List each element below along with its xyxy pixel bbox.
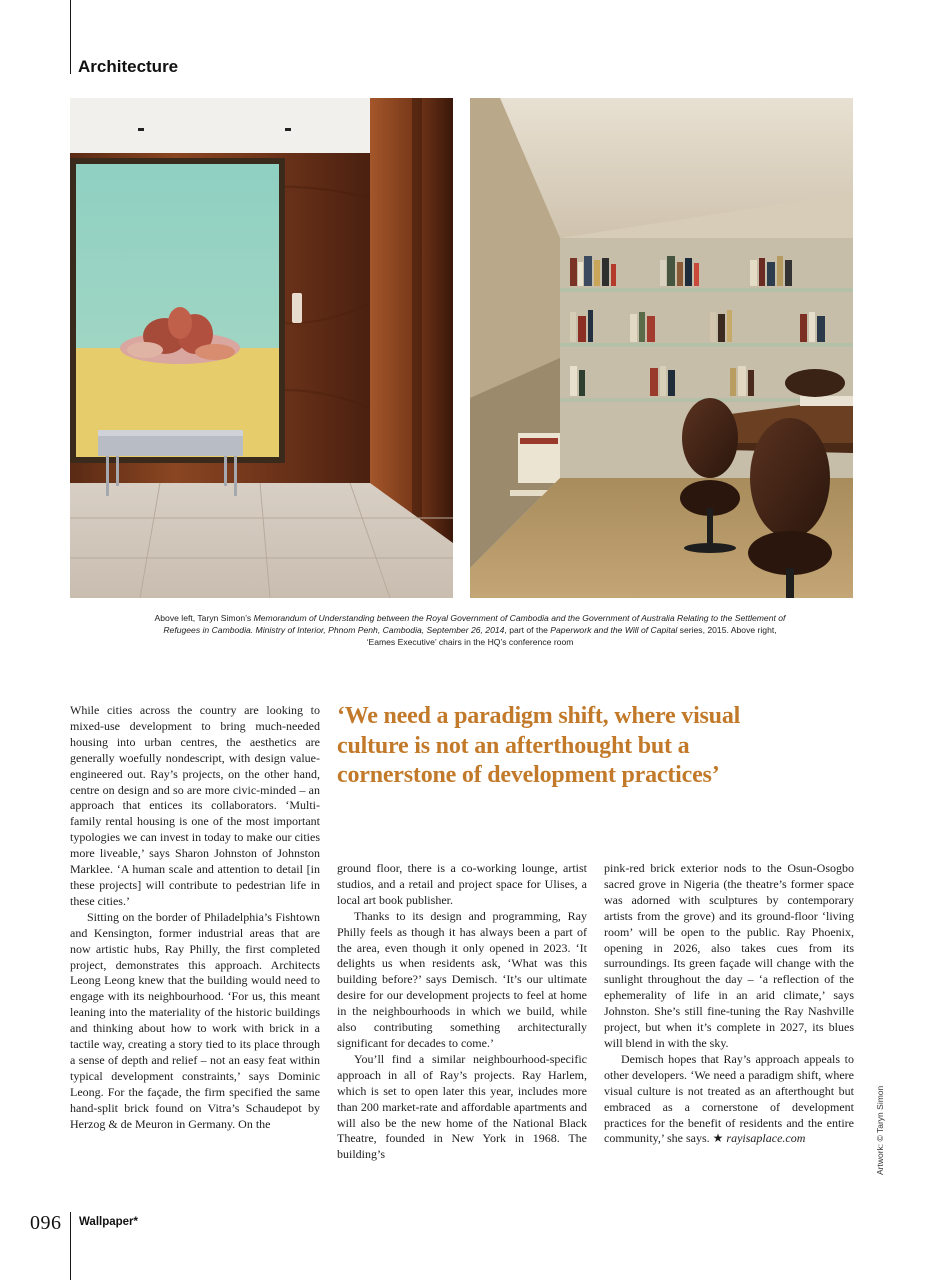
conference-room-photo xyxy=(470,98,853,598)
body-column-3 xyxy=(604,861,854,1147)
paragraph: You’ll find a similar neighbourhood-specific approach in all of Ray’s projects. Ray Harlem, which is set to open later this year, includes more than 200 market-rate and affordable apartments and will also be the new home of the National Black Theatre, founded in New York in 1968. The building’s xyxy=(337,1051,587,1162)
paragraph: While cities across the country are looking to mixed-use development to bring much-needed housing into urban centres, the aesthetics are generally woefully nondescript, with design value-engineered out. Ray’s projects, on the other hand, centre on design and so are more civic-minded – an approach that entices its collaborators. ‘Multi-family rental housing is one of the most important typologies we can invest in today to make our cities more liveable,’ says Sharon Johnston of Johnston Marklee. ‘A human scale and attention to detail [in these projects] will contribute to pedestrian life in these cities.’ xyxy=(70,703,320,908)
paragraph: Thanks to its design and programming, Ray Philly feels as though it has always been a part of the area, even though it only opened in 2023. ‘It delights us when residents ask, ‘What was this building before?’ says Demisch. ‘It’s our ultimate desire for our development projects to feel at home in the neighbourhoods in which we build, while also contributing something architecturally significant for decades to come.’ xyxy=(337,908,587,1050)
paragraph: ground floor, there is a co-working lounge, artist studios, and a retail and project space for Ulises, a local art book publisher. xyxy=(337,861,587,907)
photo-caption xyxy=(150,612,790,648)
caption-segment: , part of the xyxy=(504,625,551,635)
page-number: 096 xyxy=(30,1211,62,1234)
body-column-1 xyxy=(70,703,320,1132)
caption-segment: Paperwork and the Will of Capital xyxy=(550,625,678,635)
magazine-name: Wallpaper* xyxy=(79,1216,139,1228)
top-rule xyxy=(70,0,71,74)
artwork-credit: Artwork: © Taryn Simon xyxy=(875,1085,885,1175)
conference-room-illustration xyxy=(470,98,853,598)
paragraph: Sitting on the border of Philadelphia’s Fishtown and Kensington, former industrial areas that are now artistic hubs, Ray Philly, the first completed project, demonstrates this approach. Architects Leong Leong knew that the building would need to engage with its neighbourhood. ‘For us, this meant leaning into the materiality of the historic buildings and thinking about how to work with brick in a tactile way, creating a story tied to its place through a sense of depth and relief – not an easy feat within typical development constraints,’ says Dominic Leong. For the façade, the firm specified the same hand-split brick found on Vitra’s Schaudepot by Herzog & de Meuron in Germany. On the xyxy=(70,909,320,1131)
final-paragraph xyxy=(604,1052,854,1147)
body-column-2 xyxy=(337,861,587,1163)
gallery-artwork-illustration xyxy=(70,98,453,598)
paragraph: pink-red brick exterior nods to the Osun-Osogbo sacred grove in Nigeria (the theatre’s former space was adorned with sculptures by contemporary artists from the grove) and its ground-floor ‘living room’ will be open to the public. Ray Phoenix, opening in 2026, also takes cues from its surroundings. Its green façade will change with the sunlight throughout the day – ‘a reflection of the ephemerality of life in an arid climate,’ says Johnston. She’s still fine-tuning the Ray Nashville project, but when it’s complete in 2027, its blues will blend in with the sky. xyxy=(604,861,854,1050)
caption-segment: series, 2015. Above right, ‘Eames Executive’ chairs in the HQ’s conference room xyxy=(366,625,777,647)
caption-segment: Memorandum of Understanding between the Royal Government of Cambodia and the Government of Australia Relating to the Settlement of Refugees in Cambodia. Ministry of Interior, Phnom Penh, Cambodia, September 26, 2014 xyxy=(163,613,786,635)
caption-segment: Above left, Taryn Simon’s xyxy=(154,613,254,623)
section-label: Architecture xyxy=(78,57,179,76)
website-link[interactable]: rayisaplace.com xyxy=(726,1131,806,1146)
pull-quote: ‘We need a paradigm shift, where visual culture is not an afterthought but a cornerstone of development practices’ xyxy=(337,703,741,788)
end-mark-star-icon: ★ xyxy=(712,1131,724,1146)
folio xyxy=(30,1210,62,1236)
bottom-rule xyxy=(70,1212,71,1280)
paragraph-text: Demisch hopes that Ray’s approach appeals to other developers. ‘We need a paradigm shift, where visual culture is not treated as an afterthought but embraced as a cornerstone of development practices for the benefit of residents and the entire community,’ she says. xyxy=(604,1051,854,1146)
gallery-artwork-photo xyxy=(70,98,453,598)
